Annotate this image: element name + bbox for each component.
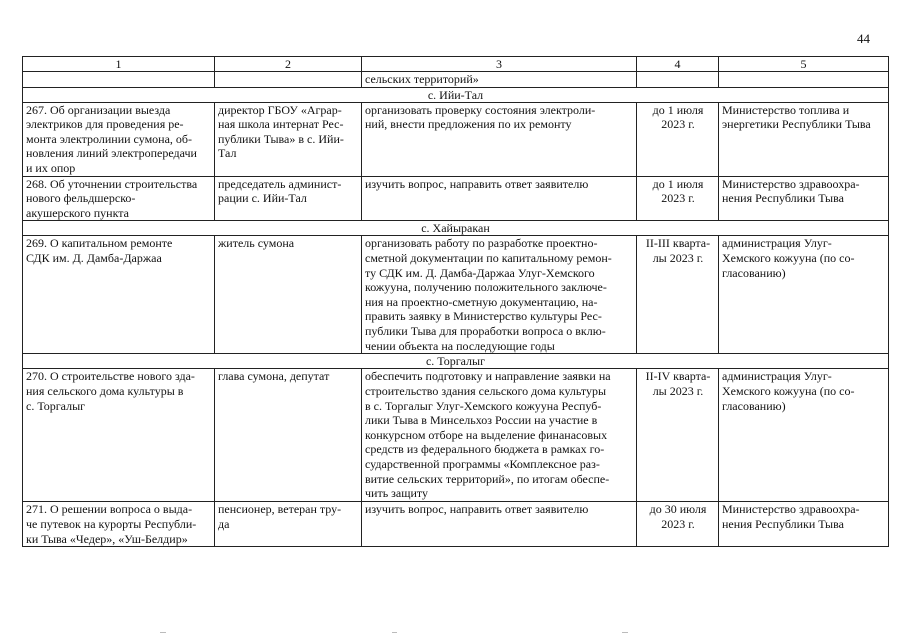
deadline-cell: II-IV кварта- лы 2023 г. bbox=[637, 369, 719, 502]
responsible-cell: Министерство здравоохра- нения Республики Тыва bbox=[719, 502, 889, 547]
action-cell: обеспечить подготовку и направление заявки на строительство здания сельского дома культуры в с. Торгалыг Улуг-Хемского кожууна Респуб- лики Тыва в Минсельхоз России на участие в конкурсном отборе на выделение финанасовых средств из федерального бюджета в рамках го- сударственной программы «Комплексное раз- витие сельских территорий», по итогам обеспе- чить защиту bbox=[362, 369, 637, 502]
table-row bbox=[23, 102, 889, 176]
deadline-cell: до 1 июля 2023 г. bbox=[637, 176, 719, 221]
issue-cell: 267. Об организации выезда электриков для проведения ре- монта электролинии сумона, об- новления линий электропередачи и их опор bbox=[23, 102, 215, 176]
continuation-row bbox=[23, 72, 889, 88]
table-row bbox=[23, 236, 889, 354]
location-row bbox=[23, 354, 889, 369]
location-heading: с. Торгалыг bbox=[23, 354, 889, 369]
deadline-cell: до 30 июля 2023 г. bbox=[637, 502, 719, 547]
applicant-cell: директор ГБОУ «Аграр- ная школа интернат Рес- публики Тыва» в с. Ийи- Тал bbox=[215, 102, 362, 176]
table-row bbox=[23, 176, 889, 221]
applicant-cell: глава сумона, депутат bbox=[215, 369, 362, 502]
table-row bbox=[23, 369, 889, 502]
column-number: 2 bbox=[215, 57, 362, 72]
scan-artifact bbox=[622, 632, 628, 633]
deadline-cell: II-III кварта- лы 2023 г. bbox=[637, 236, 719, 354]
issue-cell: 269. О капитальном ремонте СДК им. Д. Дамба-Даржаа bbox=[23, 236, 215, 354]
applicant-cell: житель сумона bbox=[215, 236, 362, 354]
action-cell: изучить вопрос, направить ответ заявителю bbox=[362, 176, 637, 221]
scan-artifact bbox=[392, 632, 397, 633]
issue-cell: 270. О строительстве нового зда- ния сельского дома культуры в с. Торгалыг bbox=[23, 369, 215, 502]
applicant-cell: председатель админист- рации с. Ийи-Тал bbox=[215, 176, 362, 221]
table-cell bbox=[23, 72, 215, 88]
responsible-cell: администрация Улуг- Хемского кожууна (по со- гласованию) bbox=[719, 236, 889, 354]
location-heading: с. Ийи-Тал bbox=[23, 87, 889, 102]
column-number: 1 bbox=[23, 57, 215, 72]
location-row bbox=[23, 87, 889, 102]
applicant-cell: пенсионер, ветеран тру- да bbox=[215, 502, 362, 547]
action-cell: изучить вопрос, направить ответ заявителю bbox=[362, 502, 637, 547]
location-heading: с. Хайыракан bbox=[23, 221, 889, 236]
continuation-text: сельских территорий» bbox=[362, 72, 637, 88]
column-number: 5 bbox=[719, 57, 889, 72]
action-cell: организовать проверку состояния электроли- ний, внести предложения по их ремонту bbox=[362, 102, 637, 176]
issue-cell: 271. О решении вопроса о выда- че путевок на курорты Республи- ки Тыва «Чедер», «Уш-Белдир» bbox=[23, 502, 215, 547]
table-row bbox=[23, 502, 889, 547]
location-row bbox=[23, 221, 889, 236]
issue-cell: 268. Об уточнении строительства нового фельдшерско- акушерского пункта bbox=[23, 176, 215, 221]
deadline-cell: до 1 июля 2023 г. bbox=[637, 102, 719, 176]
action-cell: организовать работу по разработке проектно- сметной документации по капитальному ремон- ту СДК им. Д. Дамба-Даржаа Улуг-Хемского кожууна, получению положительного заключе- ния на проектно-сметную документацию, на- править заявку в Министерство культуры Рес- публики Тыва для проработки вопроса о вклю- чении объекта на последующие годы bbox=[362, 236, 637, 354]
responsible-cell: Министерство здравоохра- нения Республики Тыва bbox=[719, 176, 889, 221]
responsible-cell: Министерство топлива и энергетики Республики Тыва bbox=[719, 102, 889, 176]
table-cell bbox=[215, 72, 362, 88]
column-number: 3 bbox=[362, 57, 637, 72]
column-number-row bbox=[23, 57, 889, 72]
responsible-cell: администрация Улуг- Хемского кожууна (по со- гласованию) bbox=[719, 369, 889, 502]
table-cell bbox=[637, 72, 719, 88]
page-number: 44 bbox=[857, 31, 870, 46]
scan-artifact bbox=[160, 632, 166, 633]
table-cell bbox=[719, 72, 889, 88]
document-table bbox=[22, 56, 889, 547]
column-number: 4 bbox=[637, 57, 719, 72]
